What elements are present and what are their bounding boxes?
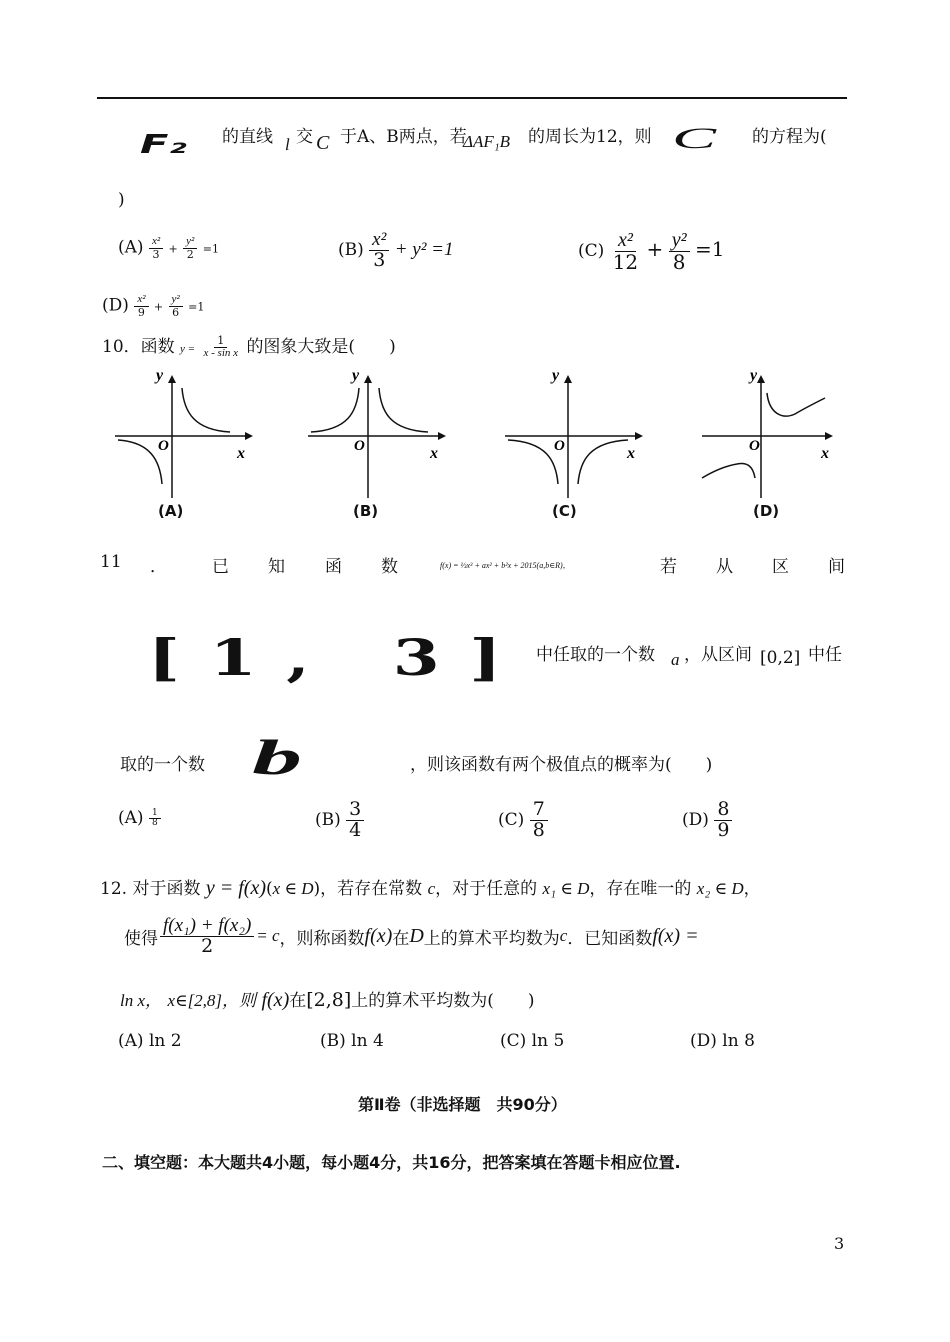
section-2-title: 第Ⅱ卷（非选择题 共90分）: [358, 1095, 567, 1114]
q12-eq: = c: [256, 926, 280, 946]
q11-interval-0-2: [0,2]: [760, 648, 801, 668]
q11-option-d: [682, 800, 732, 841]
q9-text-a: 的直线: [222, 127, 273, 147]
q12-c: c: [427, 879, 436, 898]
axis-x-label: x: [627, 445, 635, 462]
frac-den: x - sin x: [203, 347, 239, 359]
frac-den: 12: [612, 250, 639, 274]
q9-C: C: [316, 132, 330, 154]
q12-D: D: [409, 924, 424, 947]
q12-line1: [100, 874, 761, 900]
q11-dot: ．: [150, 557, 167, 577]
f2-symbol: F₂: [140, 130, 187, 160]
q11-option-a: [118, 808, 161, 828]
graph-a: [110, 368, 260, 528]
q11-w1: 已: [212, 557, 229, 577]
q12-text: 上的算术平均数为( ): [351, 991, 535, 1011]
axis-x-label: x: [821, 445, 829, 462]
axis-x-label: x: [430, 445, 438, 462]
q12-text: ，存在唯一的: [589, 879, 692, 899]
frac-den: 8: [672, 250, 686, 274]
q12-fx: f(x): [364, 924, 393, 947]
q9-text-close: ): [118, 190, 125, 210]
q11-line3-a: 取的一个数: [120, 755, 205, 775]
q12-func: y = f(x): [205, 877, 266, 899]
q11-mid-b: ，从区间: [684, 645, 752, 665]
q12-lnx: ln x，: [120, 991, 163, 1010]
fill-blank-title: 二、填空题：本大题共4小题，每小题4分，共16分，把答案填在答题卡相应位置.: [102, 1153, 681, 1172]
q12-text: 上的算术平均数为: [423, 928, 560, 949]
q11-a: a: [671, 650, 680, 669]
q10-y: y =: [180, 343, 196, 355]
option-label: (C): [578, 241, 605, 261]
frac-num: y²: [169, 294, 183, 307]
q12-x2: x₂ ∈ D: [696, 879, 744, 898]
interval-1-3: [1, 3]: [148, 628, 532, 687]
q11-w4: 数: [381, 557, 398, 577]
q12-paren: (: [266, 879, 273, 899]
option-label: (D): [682, 809, 709, 830]
graph-b: [303, 368, 453, 528]
q12-x1: x₁ ∈ D: [542, 879, 590, 898]
frac-den: 2: [201, 934, 214, 957]
page-number: 3: [834, 1234, 845, 1253]
rhs: =1: [188, 300, 205, 314]
rhs: =1: [695, 237, 725, 261]
frac-num: y²: [183, 236, 197, 249]
q12-fx-eq: f(x) =: [652, 924, 699, 947]
q12-fx: f(x): [261, 989, 290, 1011]
axis-y-label: y: [750, 368, 758, 384]
q12-interval: [2,8]: [306, 989, 352, 1011]
q12-text: ，则称函数: [279, 928, 365, 949]
frac-den: 9: [137, 305, 145, 319]
q9-text-e: 的方程为(: [752, 127, 827, 147]
q9-option-c: (C) $\frac{\text{x²}}{12}$ + $\frac{\text{y²}}{8}$ =1: [578, 229, 725, 274]
q11-w6: 从: [716, 557, 733, 577]
q12-text: 12. 对于函数: [100, 879, 201, 899]
q11-function: f(x) = ⅓x³ + ax² + b²x + 2015(a,b∈R)，: [440, 561, 571, 570]
q11-option-c: [498, 800, 548, 841]
q11-w5: 若: [660, 557, 677, 577]
q12-option-b: (B) ln 4: [320, 1031, 384, 1051]
axis-y-label: y: [552, 368, 560, 384]
q12-text: ．已知函数: [567, 928, 653, 949]
q9-l: l: [285, 135, 290, 154]
option-label: (C): [498, 809, 525, 830]
frac-num: x²: [149, 236, 163, 249]
graph-label: (B): [353, 502, 379, 520]
option-label: (B): [315, 809, 341, 830]
q11-w7: 区: [772, 557, 789, 577]
frac-den: 4: [349, 818, 362, 841]
graph-d: [697, 368, 847, 528]
q9-option-d: (D) $\frac{\text{x²}}{9}$ + $\frac{\text{y²}}{6}$ =1: [102, 293, 205, 319]
frac-num: 1: [214, 335, 227, 348]
q11-w8: 间: [828, 557, 845, 577]
q11-option-b: [315, 800, 364, 841]
frac-num: 7: [530, 800, 548, 821]
q11-number: 11: [100, 552, 122, 572]
header-rule: [97, 97, 847, 99]
frac-den: 9: [717, 818, 730, 841]
graph-label: (C): [552, 502, 577, 520]
origin-label: O: [749, 438, 760, 454]
q12-line2: [124, 916, 699, 957]
origin-label: O: [354, 438, 365, 454]
q11-b: b: [252, 729, 302, 785]
q11-line3-b: ，则该函数有两个极值点的概率为( ): [410, 755, 713, 775]
q12-option-d: (D) ln 8: [690, 1031, 755, 1051]
frac-den: 3: [152, 247, 160, 261]
q11-w3: 函: [325, 557, 342, 577]
frac-num: f(x₁) + f(x₂): [160, 916, 254, 937]
origin-label: O: [158, 438, 169, 454]
q9-triangle: ΔAF₁B: [463, 132, 511, 151]
frac-den: 2: [186, 247, 194, 261]
frac-num: 8: [714, 800, 732, 821]
q12-text: ，: [743, 879, 761, 899]
q12-text: 在: [392, 928, 410, 949]
rhs: =1: [202, 242, 219, 256]
axis-y-label: y: [352, 368, 360, 384]
q12-option-a: (A) ln 2: [118, 1031, 182, 1051]
axis-x-label: x: [237, 445, 245, 462]
frac-den: 3: [373, 248, 386, 271]
frac-num: x²: [615, 230, 636, 252]
option-label: (A): [118, 237, 144, 258]
q12-option-c: (C) ln 5: [500, 1031, 565, 1051]
option-label: (D): [102, 295, 129, 316]
q12-c: c: [559, 926, 568, 946]
frac-num: x²: [369, 230, 389, 251]
q12-text: ，对于任意的: [435, 879, 538, 899]
q12-range: x∈[2,8]，则: [167, 991, 257, 1010]
origin-label: O: [554, 438, 565, 454]
option-label: (B): [338, 239, 364, 260]
q9-text-d: 的周长为12，则: [528, 127, 652, 147]
q11-mid-a: 中任取的一个数: [536, 645, 655, 665]
q9-option-a: (A) $\frac{\text{x²}}{3}$ + $\frac{\text{y²}}{2}$ =1: [118, 235, 219, 261]
q9-text-b: 交: [296, 127, 313, 147]
rhs: + y² =1: [394, 238, 454, 260]
q12-text: 使得: [124, 928, 158, 949]
frac-num: 1: [149, 809, 161, 819]
q9-text-c: 于A、B两点，若: [340, 127, 467, 147]
q12-text: 在: [289, 991, 307, 1011]
graph-c: [500, 368, 650, 528]
q12-text: )，若存在常数: [313, 879, 423, 899]
option-label: (A): [118, 808, 144, 828]
graph-label: (A): [158, 502, 184, 520]
q10-stem: [102, 332, 396, 360]
q10-prefix: 10．函数: [102, 337, 175, 357]
graph-label: (D): [753, 502, 780, 520]
q12-domain: x ∈ D: [272, 879, 314, 898]
q11-mid-c: 中任: [808, 645, 842, 665]
frac-den: 8: [151, 818, 158, 828]
frac-num: x²: [134, 294, 148, 307]
frac-num: 3: [346, 800, 364, 821]
q11-w2: 知: [268, 557, 285, 577]
q9-option-b: [338, 230, 454, 271]
frac-num: y²: [669, 230, 690, 252]
q12-line3: [120, 986, 535, 1012]
q9-C-large: C: [672, 122, 717, 155]
axis-y-label: y: [156, 368, 164, 384]
q10-suffix: 的图象大致是( ): [246, 337, 396, 357]
frac-den: 8: [532, 818, 545, 841]
frac-den: 6: [172, 305, 180, 319]
